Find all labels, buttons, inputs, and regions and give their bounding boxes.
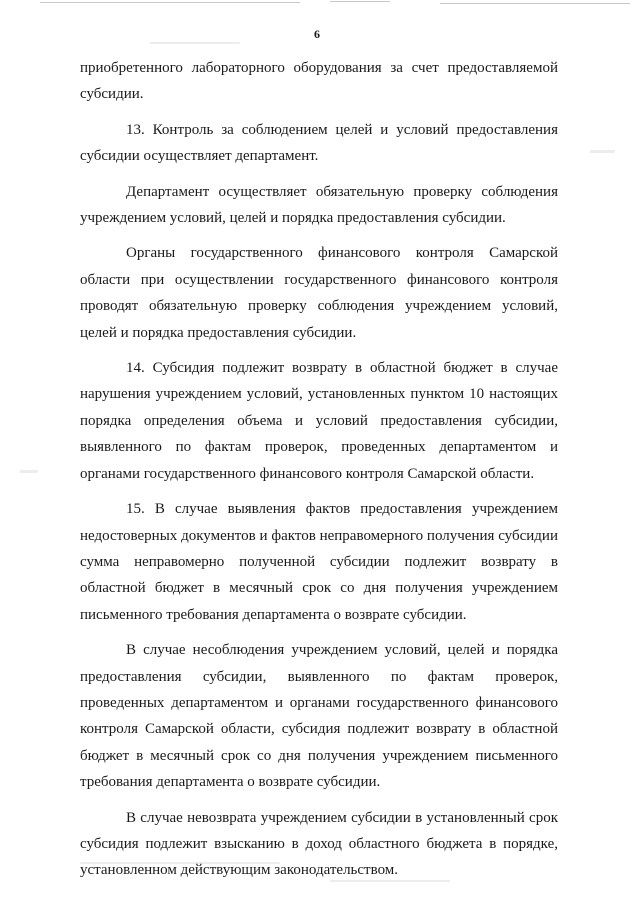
paragraph-nonreturn: В случае невозврата учреждением субсидии в установленный срок субсидия подлежит взысканию в доход областного бюджета в порядке, установленном действующим законодательством. <box>80 809 558 879</box>
paragraph-15: 15. В случае выявления фактов предоставления учреждением недостоверных документов и фактов неправомерного получения субсидии сумма неправомерно полученной субсидии подлежит возврату в областной бюджет в месячный срок со дня получения учреждением письменного требования департамента о возврате субсидии. <box>80 501 558 623</box>
scan-noise <box>150 42 240 44</box>
paragraph-department-check: Департамент осуществляет обязательную проверку соблюдения учреждением условий, целей и порядка предоставления субсидии. <box>80 183 558 227</box>
scan-edge-line <box>440 3 630 4</box>
paragraph-noncompliance: В случае несоблюдения учреждением условий, целей и порядка предоставления субсидии, выявленного по фактам проверок, проведенных департаментом и органами государственного финансового контроля Самарской области, субсидия подлежит возврату в областной бюджет в месячный срок со дня получения учреждением письменного требования департамента о возврате субсидии. <box>80 642 558 791</box>
document-body <box>80 55 558 884</box>
paragraph-financial-control: Органы государственного финансового контроля Самарской области при осуществлении государственного финансового контроля проводят обязательную проверку соблюдения учреждением условий, целей и порядка предоставления субсидии. <box>80 245 558 341</box>
scan-noise <box>20 470 38 473</box>
scan-edge-line <box>40 2 300 3</box>
paragraph-13: 13. Контроль за соблюдением целей и условий предоставления субсидии осуществляет департамент. <box>80 121 558 165</box>
paragraph-continuation: приобретенного лабораторного оборудования за счет предоставляемой субсидии. <box>80 60 558 103</box>
paragraph-14: 14. Субсидия подлежит возврату в областной бюджет в случае нарушения учреждением условий, установленных пунктом 10 настоящих порядка определения объема и условий предоставления субсидии, выявленного по фактам проверок, проведенных департаментом и органами государственного финансового контроля Самарской области. <box>80 360 558 482</box>
scan-edge-line <box>330 1 390 2</box>
scan-noise <box>590 150 615 153</box>
page-number: 6 <box>314 27 320 41</box>
